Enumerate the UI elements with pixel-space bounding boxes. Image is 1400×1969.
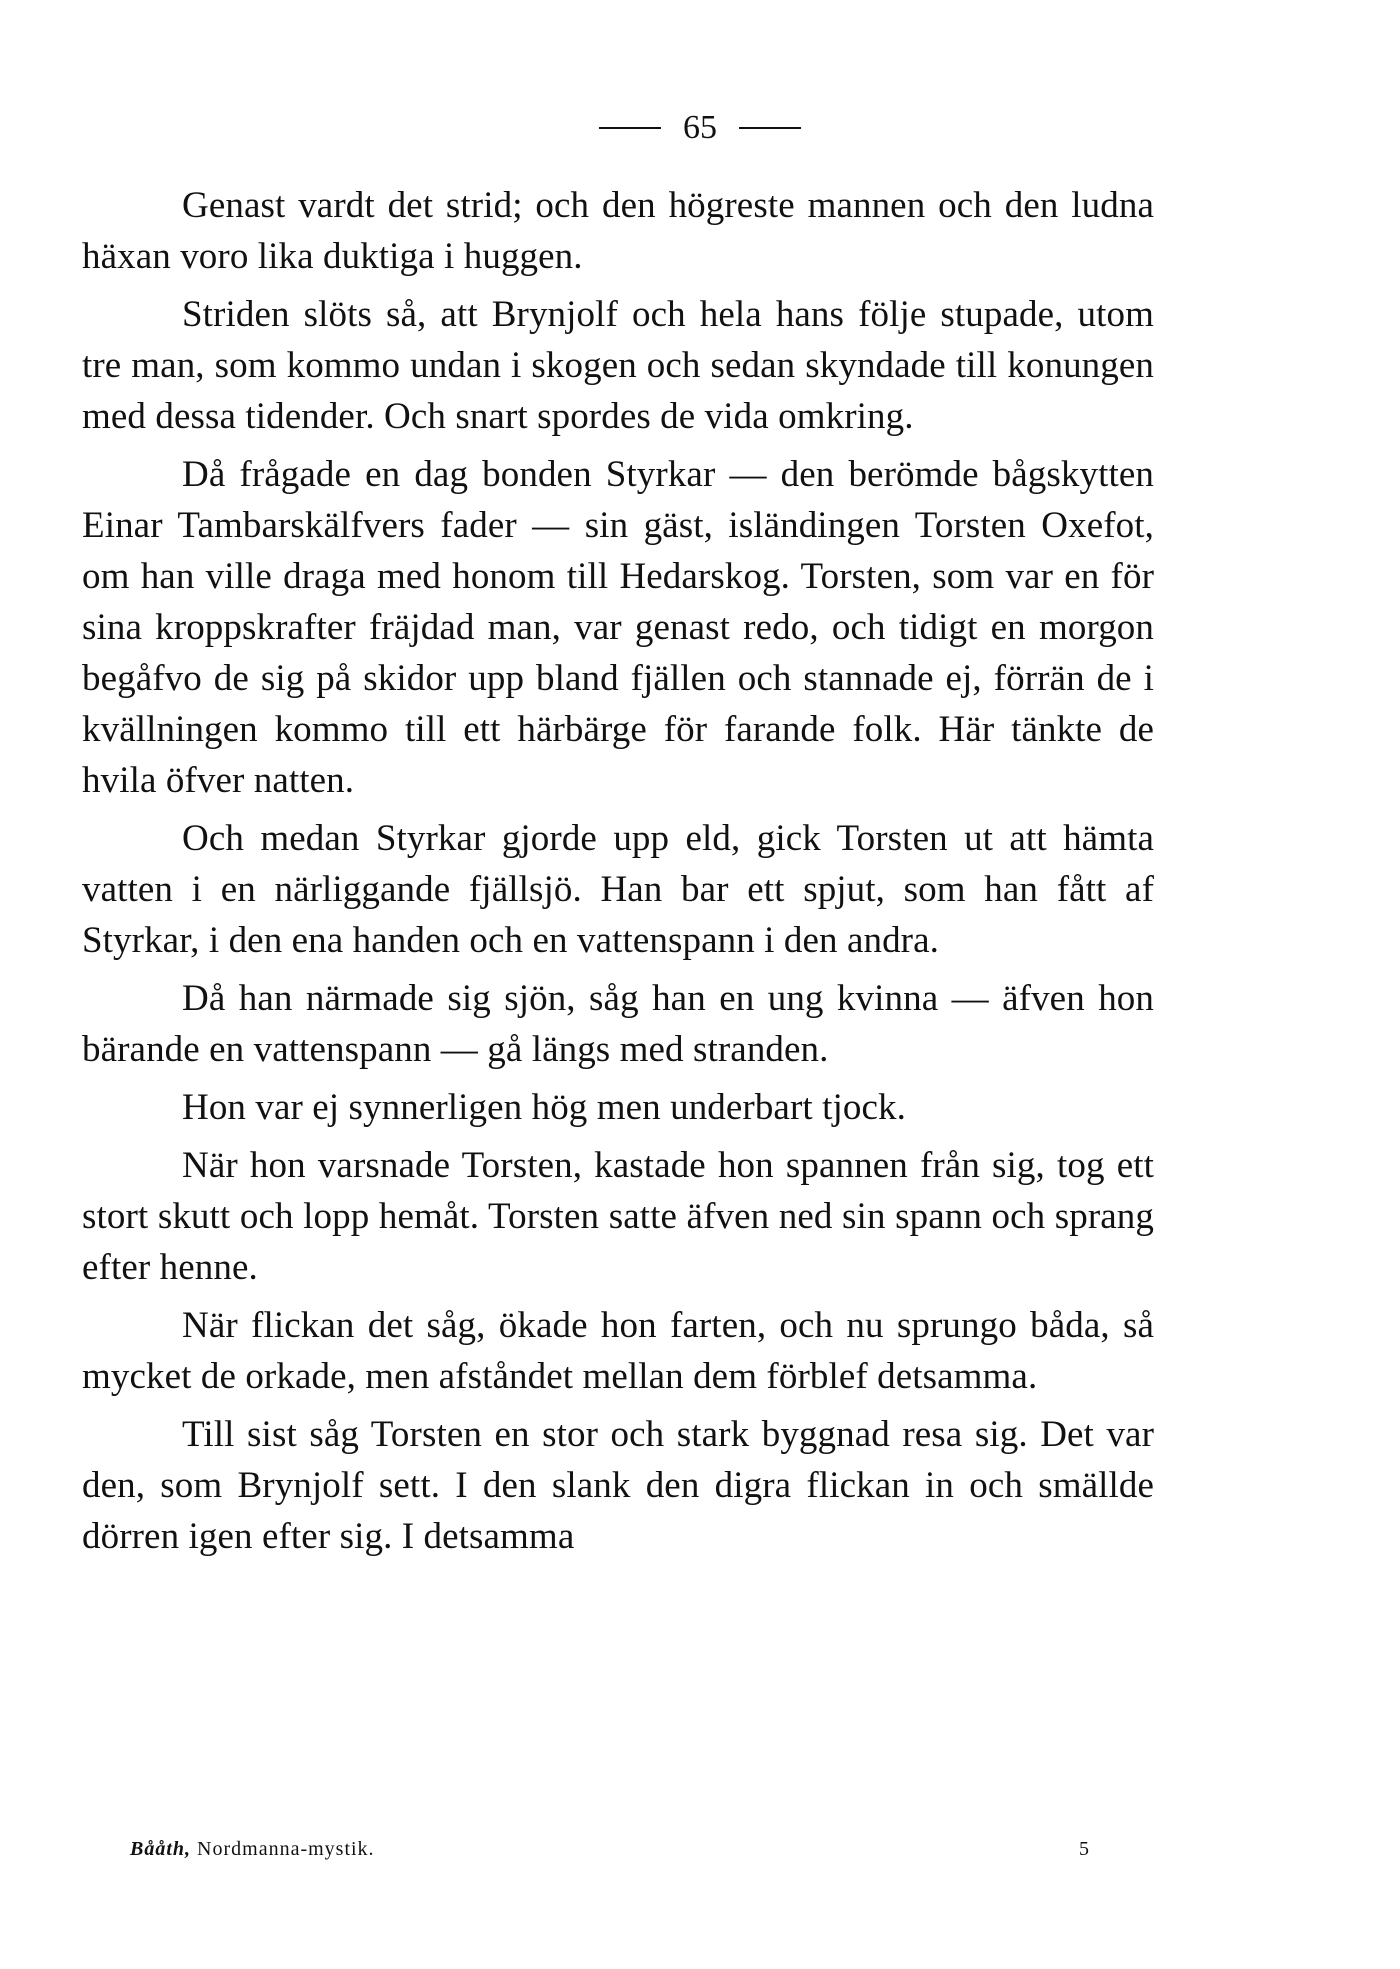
footer-signature-mark: 5 (1079, 1838, 1090, 1860)
paragraph-4: Och medan Styrkar gjorde upp eld, gick Torsten ut att hämta vatten i en närliggande fjällsjö. Han bar ett spjut, som han fått af Styrkar, i den ena handen och en vattenspann i den andra. (82, 818, 1154, 961)
footer-author: Bååth, (130, 1838, 192, 1860)
page-header (0, 108, 1400, 148)
paragraph-8: När flickan det såg, ökade hon farten, och nu sprungo båda, så mycket de orkade, men afståndet mellan dem förblef detsamma. (82, 1305, 1154, 1397)
footer-book-title: Nordmanna-mystik. (197, 1838, 375, 1860)
paragraph-2: Striden slöts så, att Brynjolf och hela hans följe stupade, utom tre man, som kommo undan i skogen och sedan skyndade till konungen med dessa tidender. Och snart spordes de vida omkring. (82, 294, 1154, 437)
paragraph-7: När hon varsnade Torsten, kastade hon spannen från sig, tog ett stort skutt och lopp hemåt. Torsten satte äfven ned sin spann och sprang efter henne. (82, 1145, 1154, 1288)
header-dash-right (739, 127, 801, 129)
paragraph-5: Då han närmade sig sjön, såg han en ung kvinna — äfven hon bärande en vattenspann — gå längs med stranden. (82, 978, 1154, 1070)
paragraph-6: Hon var ej synnerligen hög men underbart tjock. (182, 1087, 906, 1128)
page-body (82, 180, 1154, 1569)
paragraph-3: Då frågade en dag bonden Styrkar — den berömde bågskytten Einar Tambarskälfvers fader — sin gäst, isländingen Torsten Oxefot, om han ville draga med honom till Hedarskog. Torsten, som var en för sina kroppskrafter fräjdad man, var genast redo, och tidigt en morgon begåfvo de sig på skidor upp bland fjällen och stannade ej, förrän de i kvällningen kommo till ett härbärge för farande folk. Här tänkte de hvila öfver natten. (82, 454, 1154, 801)
paragraph-9: Till sist såg Torsten en stor och stark byggnad resa sig. Det var den, som Brynjolf sett. I den slank den digra flickan in och smällde dörren igen efter sig. I detsamma (82, 1414, 1154, 1557)
page-footer (130, 1836, 1090, 1862)
header-dash-left (599, 127, 661, 129)
paragraph-1: Genast vardt det strid; och den högreste mannen och den ludna häxan voro lika duktiga i huggen. (82, 185, 1154, 277)
page-number: 65 (683, 109, 717, 146)
